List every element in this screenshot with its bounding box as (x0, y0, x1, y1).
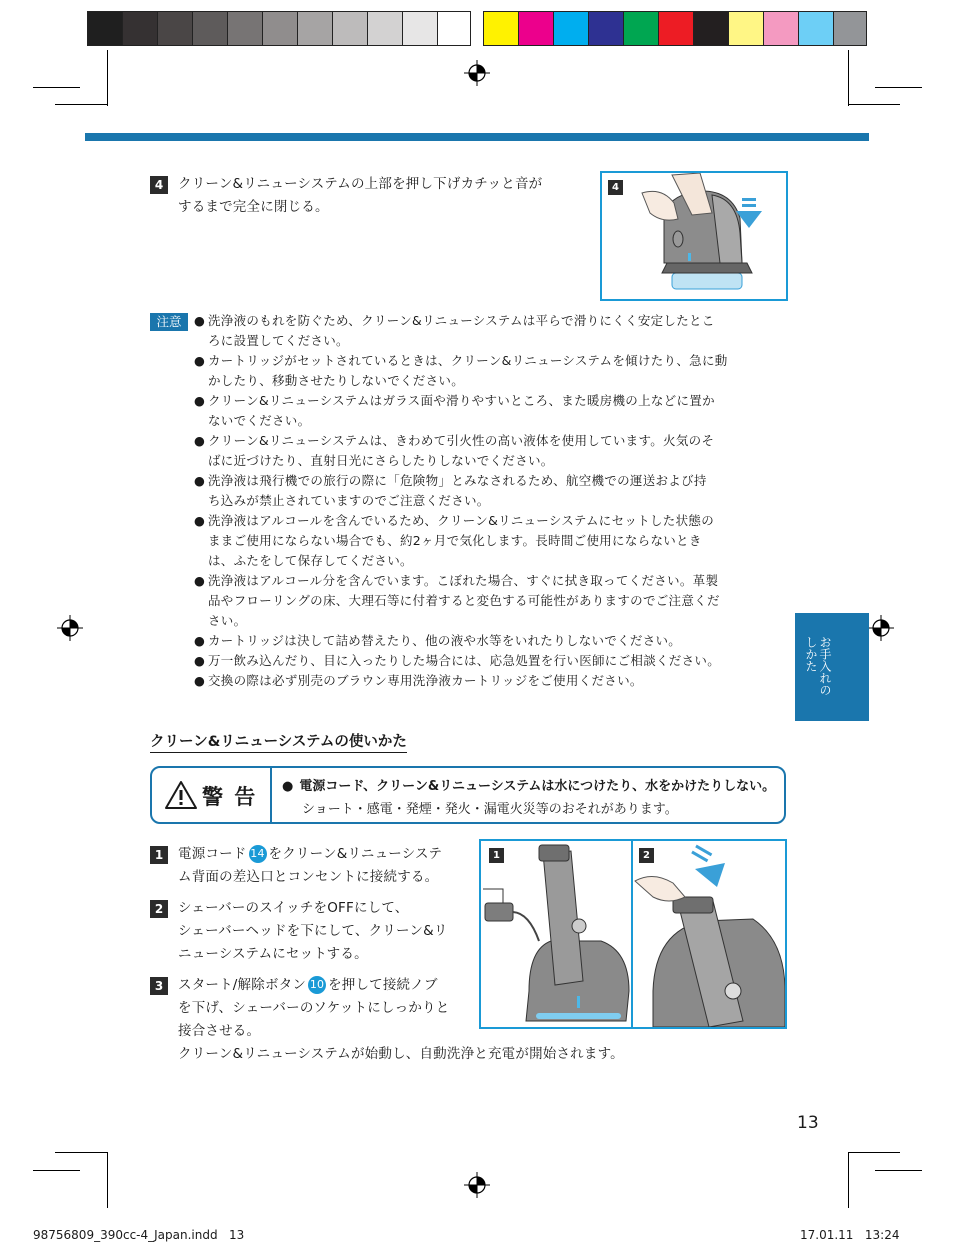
gray-swatch (367, 11, 403, 46)
step-4-text: クリーン&リニューシステムの上部を押し下げカチッと音が するまで完全に閉じる。 (178, 176, 543, 215)
step-1-number: 1 (150, 846, 168, 864)
gray-swatch (332, 11, 368, 46)
figure-4 (600, 171, 788, 301)
list-item: ● 万一飲み込んだり、目に入ったりした場合には、応急処置を行い医師にご相談ください。 (194, 653, 721, 668)
gray-swatch (157, 11, 193, 46)
figure-2-label: 2 (639, 848, 654, 863)
section-side-tab (795, 613, 869, 721)
gray-swatch (227, 11, 263, 46)
color-swatch (518, 11, 554, 46)
step-2-number: 2 (150, 900, 168, 918)
side-tab-label-1: お手入れの (818, 636, 832, 696)
color-swatch (763, 11, 799, 46)
list-item: ● クリーン&リニューシステムは、きわめて引火性の高い液体を使用しています。火気のそ ばに近づけたり、直射日光にさらしたりしないでください。 (194, 433, 715, 468)
color-swatch (553, 11, 589, 46)
part-14-badge: 14 (249, 845, 267, 863)
list-item: ● 交換の際は必ず別売のブラウン専用洗浄液カートリッジをご使用ください。 (194, 673, 643, 688)
footer-date: 17.01.11 13:24 (800, 1228, 900, 1242)
color-swatch (658, 11, 694, 46)
press-start-button-illustration (633, 841, 785, 1027)
list-item: ● 洗浄液のもれを防ぐため、クリーン&リニューシステムは平らで滑りにくく安定したとこ ろに設置してください。 (194, 313, 715, 348)
caution-tag: 注意 (150, 313, 188, 331)
registration-mark-icon (868, 615, 894, 641)
warning-line-2: ショート・感電・発煙・発火・漏電火災等のおそれがあります。 (302, 802, 678, 817)
gray-swatch (192, 11, 228, 46)
clean-renew-base-illustration (602, 173, 786, 299)
section-title: クリーン&リニューシステムの使いかた (150, 730, 407, 753)
part-10-badge: 10 (308, 976, 326, 994)
step-4-number: 4 (150, 176, 168, 194)
registration-mark-icon (57, 615, 83, 641)
header-rule (85, 133, 869, 141)
warning-box (150, 766, 786, 824)
gray-swatch (402, 11, 438, 46)
figure-2 (631, 839, 787, 1029)
warning-divider (270, 768, 272, 822)
gray-swatch (262, 11, 298, 46)
color-swatch (728, 11, 764, 46)
list-item: ● 洗浄液はアルコール分を含んでいます。こぼれた場合、すぐに拭き取ってください。革製 品やフローリングの床、大理石等に付着すると変色する可能性がありますのでご注意くだ さい。 (194, 573, 720, 628)
color-swatch (588, 11, 624, 46)
list-item: ● カートリッジがセットされているときは、クリーン&リニューシステムを傾けたり、急に動 かしたり、移動させたりしないでください。 (194, 353, 728, 388)
warning-label: 警 告 (202, 785, 258, 809)
color-swatch (798, 11, 834, 46)
color-swatch (623, 11, 659, 46)
warning-triangle-icon (164, 780, 198, 810)
color-swatch (483, 11, 519, 46)
list-item: ● 洗浄液はアルコールを含んでいるため、クリーン&リニューシステムにセットした状態の ままご使用にならない場合でも、約2ヶ月で気化します。長時間ご使用にならないとき は、ふたをして保存してください。 (194, 513, 714, 568)
gray-swatch (437, 11, 471, 46)
caution-list (194, 311, 790, 691)
warning-line-1: ● 電源コード、クリーン&リニューシステムは水につけたり、水をかけたりしない。 (282, 779, 776, 794)
figure-1 (479, 839, 635, 1029)
step-3-number: 3 (150, 977, 168, 995)
shaver-in-base-illustration (481, 841, 633, 1027)
registration-mark-icon (464, 60, 490, 86)
figure-4-label: 4 (608, 180, 623, 195)
list-item: ● クリーン&リニューシステムはガラス面や滑りやすいところ、また暖房機の上などに置か ないでください。 (194, 393, 715, 428)
page-number: 13 (797, 1113, 819, 1133)
color-swatch (833, 11, 867, 46)
gray-swatch (87, 11, 123, 46)
color-swatch (693, 11, 729, 46)
list-item: ● カートリッジは決して詰め替えたり、他の液や水等をいれたりしないでください。 (194, 633, 682, 648)
registration-mark-icon (464, 1172, 490, 1198)
step-1-text: 電源コード 14 をクリーン&リニューシステ ム背面の差込口とコンセントに接続する。 (178, 846, 443, 885)
gray-swatch (122, 11, 158, 46)
figure-1-label: 1 (489, 848, 504, 863)
step-3-text: スタート/解除ボタン 10 を押して接続ノブ を下げ、シェーバーのソケットにしっかりと 接合させる。 クリーン&リニューシステムが始動し、自動洗浄と充電が開始されます。 (178, 977, 624, 1062)
side-tab-label-2: しかた (804, 636, 818, 672)
list-item: ● 洗浄液は飛行機での旅行の際に「危険物」とみなされるため、航空機での運送および持 ち込みが禁止されていますのでご注意ください。 (194, 473, 707, 508)
gray-swatch (297, 11, 333, 46)
step-2-text: シェーバーのスイッチをOFFにして、 シェーバーヘッドを下にして、クリーン&リ ニューシステムにセットする。 (178, 900, 448, 962)
footer-file: 98756809_390cc-4_Japan.indd 13 (33, 1228, 245, 1242)
